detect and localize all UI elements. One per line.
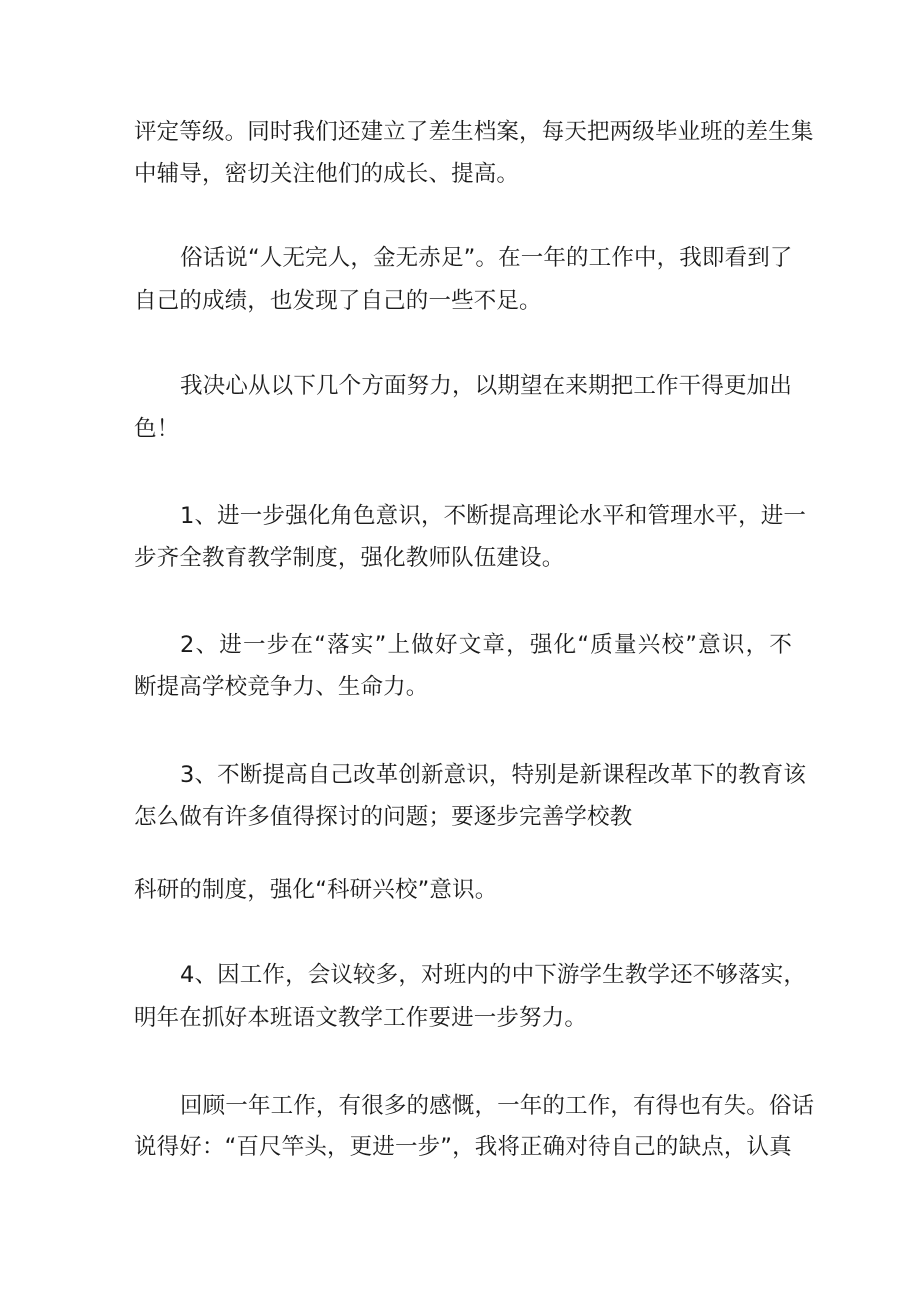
paragraph-line: 评定等级。同时我们还建立了差生档案，每天把两级毕业班的差生集 (134, 119, 814, 145)
paragraph-line: 说得好：“百尺竿头，更进一步”，我将正确对待自己的缺点，认真 (134, 1134, 792, 1160)
paragraph-line: 1、进一步强化角色意识，不断提高理论水平和管理水平，进一 (180, 503, 807, 529)
paragraph-line: 色！ (134, 416, 180, 442)
paragraph-line: 2、进一步在“落实”上做好文章，强化“质量兴校”意识，不 (180, 632, 792, 658)
paragraph-line: 中辅导，密切关注他们的成长、提高。 (134, 161, 520, 187)
paragraph-line: 步齐全教育教学制度，强化教师队伍建设。 (134, 545, 565, 571)
paragraph-line: 3、不断提高自己改革创新意识，特别是新课程改革下的教育该 (180, 762, 807, 788)
paragraph-line: 断提高学校竞争力、生命力。 (134, 674, 429, 700)
paragraph-line: 回顾一年工作，有很多的感慨，一年的工作，有得也有失。俗话 (180, 1093, 815, 1119)
paragraph-line: 怎么做有许多值得探讨的问题；要逐步完善学校教 (134, 804, 633, 830)
paragraph-line: 俗话说“人无完人，金无赤足”。在一年的工作中，我即看到了 (180, 245, 793, 271)
paragraph-line: 科研的制度，强化“科研兴校”意识。 (134, 877, 498, 903)
paragraph-line: 4、因工作，会议较多，对班内的中下游学生教学还不够落实， (180, 962, 807, 988)
paragraph-line: 明年在抓好本班语文教学工作要进一步努力。 (134, 1005, 588, 1031)
paragraph-line: 我决心从以下几个方面努力，以期望在来期把工作干得更加出 (180, 373, 792, 399)
paragraph-line: 自己的成绩，也发现了自己的一些不足。 (134, 288, 542, 314)
